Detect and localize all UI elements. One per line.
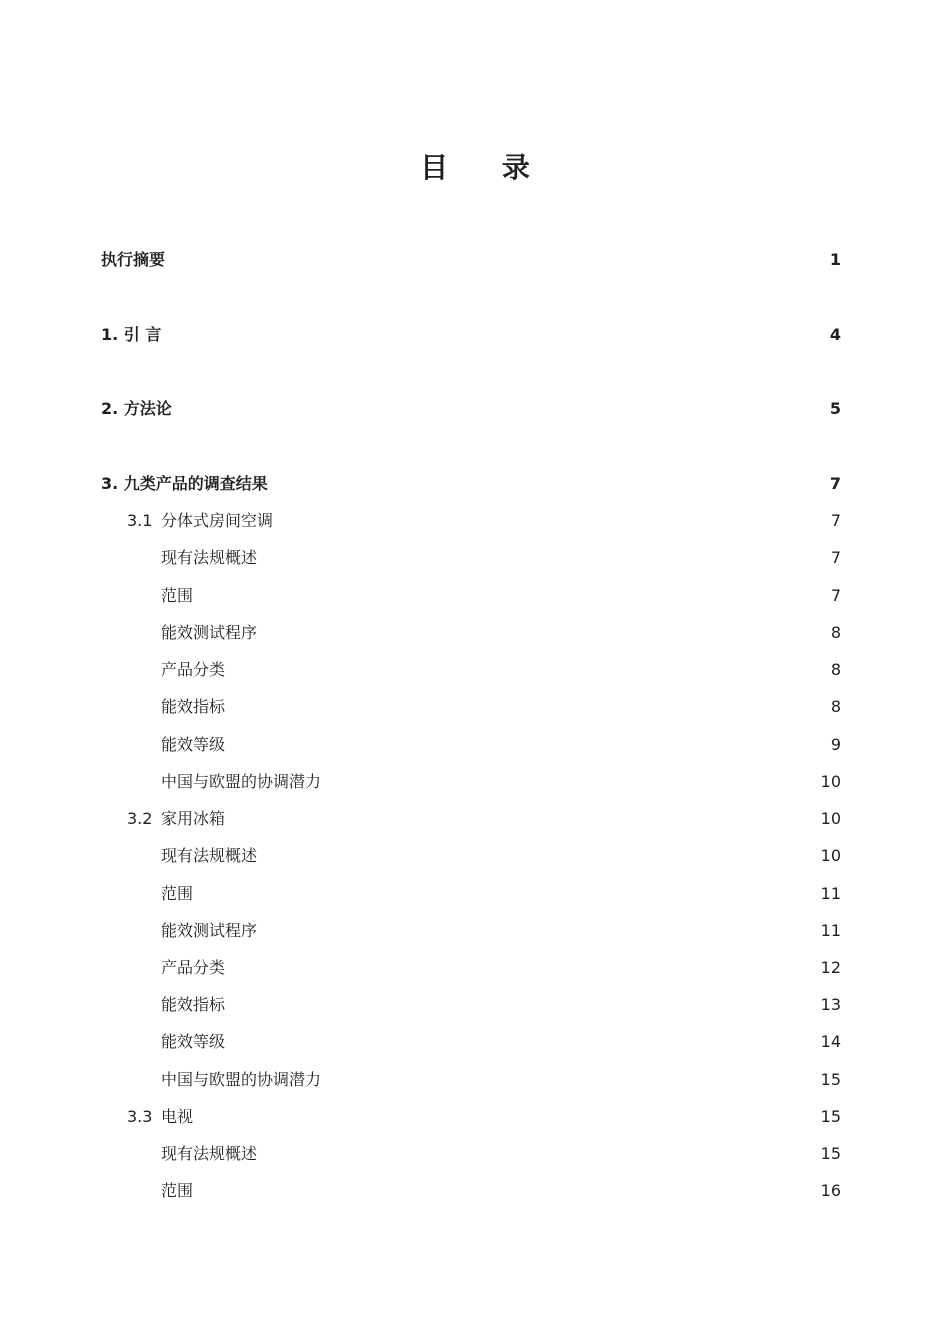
toc-entry-label: 产品分类: [161, 958, 226, 977]
toc-entry-page: 11: [820, 921, 841, 940]
toc-entry-findings[interactable]: [0, 472, 950, 496]
toc-entry-page: 12: [820, 958, 841, 977]
toc-entry-label: 范围: [161, 884, 194, 903]
toc-entry-label: 能效等级: [161, 735, 226, 754]
toc-entry-label: 范围: [161, 1181, 194, 1200]
toc-entry-label: 现有法规概述: [161, 846, 258, 865]
toc-section-3-2[interactable]: [0, 807, 950, 831]
toc-entry-page: 10: [820, 809, 841, 828]
toc-entry-label: 能效指标: [161, 697, 226, 716]
toc-subentry[interactable]: [0, 1142, 950, 1166]
toc-entry-page: 4: [829, 325, 841, 344]
toc-entry-page: 1: [829, 250, 841, 269]
toc-entry-page: 16: [820, 1181, 841, 1200]
toc-entry-label: 3. 九类产品的调查结果: [101, 474, 268, 493]
toc-subentry[interactable]: [0, 993, 950, 1017]
toc-entry-page: 8: [830, 660, 841, 679]
toc-section-3-1[interactable]: [0, 509, 950, 533]
toc-entry-executive-summary[interactable]: [0, 248, 950, 272]
toc-subentry[interactable]: [0, 1030, 950, 1054]
toc-section-number: 3.1: [127, 511, 153, 530]
toc-entry-page: 7: [830, 586, 841, 605]
toc-subentry[interactable]: [0, 956, 950, 980]
toc-entry-page: 14: [820, 1032, 841, 1051]
toc-entry-label: 中国与欧盟的协调潜力: [161, 772, 322, 791]
toc-entry-page: 15: [820, 1107, 841, 1126]
toc-entry-label: 现有法规概述: [161, 1144, 258, 1163]
toc-entry-page: 13: [820, 995, 841, 1014]
toc-entry-page: 15: [820, 1070, 841, 1089]
toc-entry-label: 产品分类: [161, 660, 226, 679]
toc-subentry[interactable]: [0, 546, 950, 570]
toc-entry-label: 现有法规概述: [161, 548, 258, 567]
toc-entry-page: 7: [829, 474, 841, 493]
toc-entry-page: 5: [829, 399, 841, 418]
toc-entry-introduction[interactable]: [0, 323, 950, 347]
toc-subentry[interactable]: [0, 695, 950, 719]
toc-entry-label: 范围: [161, 586, 194, 605]
toc-entry-label: 1. 引 言: [101, 325, 162, 344]
toc-entry-page: 10: [820, 772, 841, 791]
toc-entry-label: 执行摘要: [101, 250, 166, 269]
toc-entry-label: 能效指标: [161, 995, 226, 1014]
toc-subentry[interactable]: [0, 919, 950, 943]
toc-entry-label: 家用冰箱: [161, 809, 226, 828]
page-title: 目 录: [420, 151, 552, 184]
toc-entry-label: 中国与欧盟的协调潜力: [161, 1070, 322, 1089]
toc-entry-page: 7: [830, 548, 841, 567]
toc-subentry[interactable]: [0, 584, 950, 608]
toc-subentry[interactable]: [0, 844, 950, 868]
toc-entry-page: 9: [830, 735, 841, 754]
toc-subentry[interactable]: [0, 621, 950, 645]
toc-entry-page: 8: [830, 623, 841, 642]
toc-subentry[interactable]: [0, 770, 950, 794]
toc-entry-page: 10: [820, 846, 841, 865]
toc-entry-label: 能效测试程序: [161, 921, 258, 940]
toc-entry-methodology[interactable]: [0, 397, 950, 421]
toc-entry-page: 8: [830, 697, 841, 716]
toc-subentry[interactable]: [0, 1068, 950, 1092]
toc-subentry[interactable]: [0, 882, 950, 906]
toc-section-number: 3.3: [127, 1107, 153, 1126]
toc-section-3-3[interactable]: [0, 1105, 950, 1129]
toc-subentry[interactable]: [0, 1179, 950, 1203]
toc-subentry[interactable]: [0, 733, 950, 757]
toc-entry-label: 分体式房间空调: [161, 511, 274, 530]
toc-entry-label: 能效测试程序: [161, 623, 258, 642]
toc-entry-page: 15: [820, 1144, 841, 1163]
toc-subentry[interactable]: [0, 658, 950, 682]
toc-entry-page: 7: [830, 511, 841, 530]
toc-section-number: 3.2: [127, 809, 153, 828]
toc-entry-label: 能效等级: [161, 1032, 226, 1051]
toc-entry-label: 2. 方法论: [101, 399, 172, 418]
toc-entry-label: 电视: [161, 1107, 194, 1126]
toc-entry-page: 11: [820, 884, 841, 903]
